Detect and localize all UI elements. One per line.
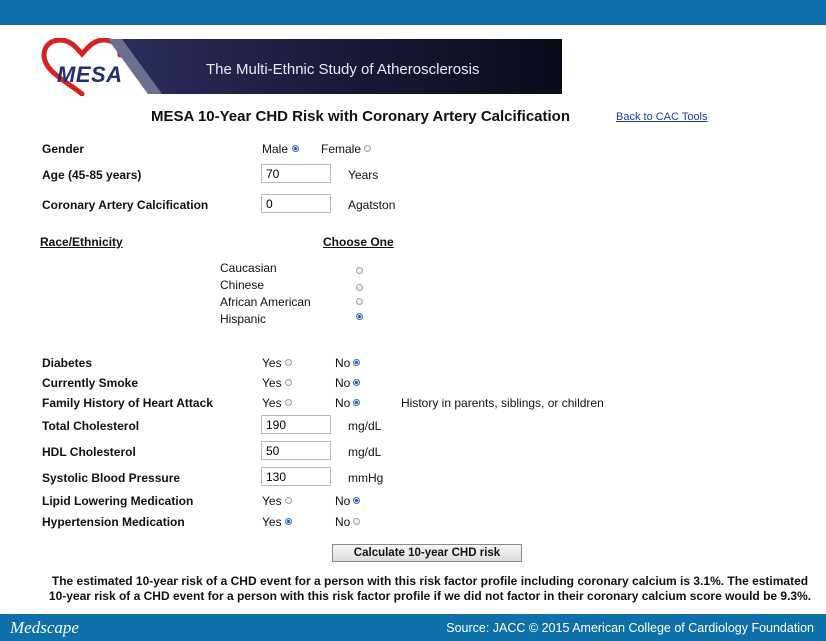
- age-unit: Years: [348, 168, 379, 182]
- diabetes-no-label: No: [335, 356, 351, 370]
- result-line-1: The estimated 10-year risk of a CHD event for a person with this risk factor profile including coronary calcium is 3.1%. The estimated: [51, 574, 809, 588]
- lipid-medication-yes-radio[interactable]: [285, 497, 292, 504]
- smoke-yes-radio[interactable]: [285, 379, 292, 386]
- top-bar: [0, 0, 826, 25]
- race-african-american-label: African American: [220, 295, 311, 309]
- footer-bar: [0, 614, 826, 641]
- choose-one-header: Choose One: [323, 235, 394, 249]
- hdl-cholesterol-label: HDL Cholesterol: [42, 445, 136, 459]
- hdl-cholesterol-input[interactable]: [261, 441, 331, 460]
- systolic-bp-label: Systolic Blood Pressure: [42, 471, 181, 485]
- lipid-medication-label: Lipid Lowering Medication: [42, 494, 194, 508]
- systolic-bp-input[interactable]: [261, 467, 331, 486]
- hypertension-medication-yes-label: Yes: [262, 515, 282, 529]
- hdl-cholesterol-unit: mg/dL: [348, 445, 382, 459]
- lipid-medication-no-label: No: [335, 494, 351, 508]
- banner-title: The Multi-Ethnic Study of Atherosclerosis: [206, 61, 480, 78]
- back-to-cac-tools-link[interactable]: Back to CAC Tools: [616, 111, 708, 123]
- gender-male-label: Male: [262, 142, 289, 156]
- result-text: [40, 574, 820, 604]
- gender-label: Gender: [42, 142, 85, 156]
- hypertension-medication-label: Hypertension Medication: [42, 515, 185, 529]
- result-line-2: 10-year risk of a CHD event for a person with this risk factor profile if we did not factor in their coronary calcium score would be 9.3%.: [48, 589, 812, 603]
- hypertension-medication-yes-radio[interactable]: [285, 518, 292, 525]
- family-history-no-radio[interactable]: [353, 399, 360, 406]
- smoke-no-radio[interactable]: [353, 379, 360, 386]
- logo-text: MESA: [57, 62, 123, 87]
- total-cholesterol-input[interactable]: [261, 415, 331, 434]
- diabetes-label: Diabetes: [42, 356, 93, 370]
- medscape-logo: Medscape: [10, 618, 79, 637]
- smoke-no-label: No: [335, 376, 351, 390]
- cac-unit: Agatston: [348, 198, 396, 212]
- source-credit: Source: JACC © 2015 American College of Cardiology Foundation: [446, 621, 814, 635]
- race-chinese-radio[interactable]: [356, 284, 363, 291]
- lipid-medication-yes-label: Yes: [262, 494, 282, 508]
- diabetes-no-radio[interactable]: [353, 359, 360, 366]
- hypertension-medication-no-label: No: [335, 515, 351, 529]
- cac-label: Coronary Artery Calcification: [42, 198, 209, 212]
- gender-female-radio[interactable]: [364, 145, 371, 152]
- family-history-no-label: No: [335, 396, 351, 410]
- hypertension-medication-no-radio[interactable]: [353, 518, 360, 525]
- race-chinese-label: Chinese: [220, 278, 265, 292]
- race-african-american-radio[interactable]: [356, 298, 363, 305]
- lipid-medication-no-radio[interactable]: [353, 497, 360, 504]
- race-hispanic-label: Hispanic: [220, 312, 267, 326]
- family-history-note: History in parents, siblings, or children: [401, 396, 604, 410]
- race-hispanic-radio[interactable]: [356, 313, 363, 320]
- gender-male-radio[interactable]: [292, 145, 299, 152]
- cac-input[interactable]: [261, 194, 331, 213]
- total-cholesterol-unit: mg/dL: [348, 419, 382, 433]
- systolic-bp-unit: mmHg: [348, 471, 384, 485]
- gender-female-label: Female: [321, 142, 362, 156]
- family-history-yes-radio[interactable]: [285, 399, 292, 406]
- race-ethnicity-header: Race/Ethnicity: [40, 235, 123, 249]
- family-history-yes-label: Yes: [262, 396, 282, 410]
- age-input[interactable]: [261, 164, 331, 183]
- diabetes-yes-label: Yes: [262, 356, 282, 370]
- calculate-risk-button[interactable]: Calculate 10-year CHD risk: [332, 544, 522, 562]
- family-history-label: Family History of Heart Attack: [42, 396, 213, 410]
- page-title: MESA 10-Year CHD Risk with Coronary Artery Calcification: [151, 108, 571, 125]
- smoke-label: Currently Smoke: [42, 376, 139, 390]
- diabetes-yes-radio[interactable]: [285, 359, 292, 366]
- race-caucasian-radio[interactable]: [356, 267, 363, 274]
- total-cholesterol-label: Total Cholesterol: [42, 419, 140, 433]
- smoke-yes-label: Yes: [262, 376, 282, 390]
- age-label: Age (45-85 years): [42, 168, 142, 182]
- race-caucasian-label: Caucasian: [220, 261, 277, 275]
